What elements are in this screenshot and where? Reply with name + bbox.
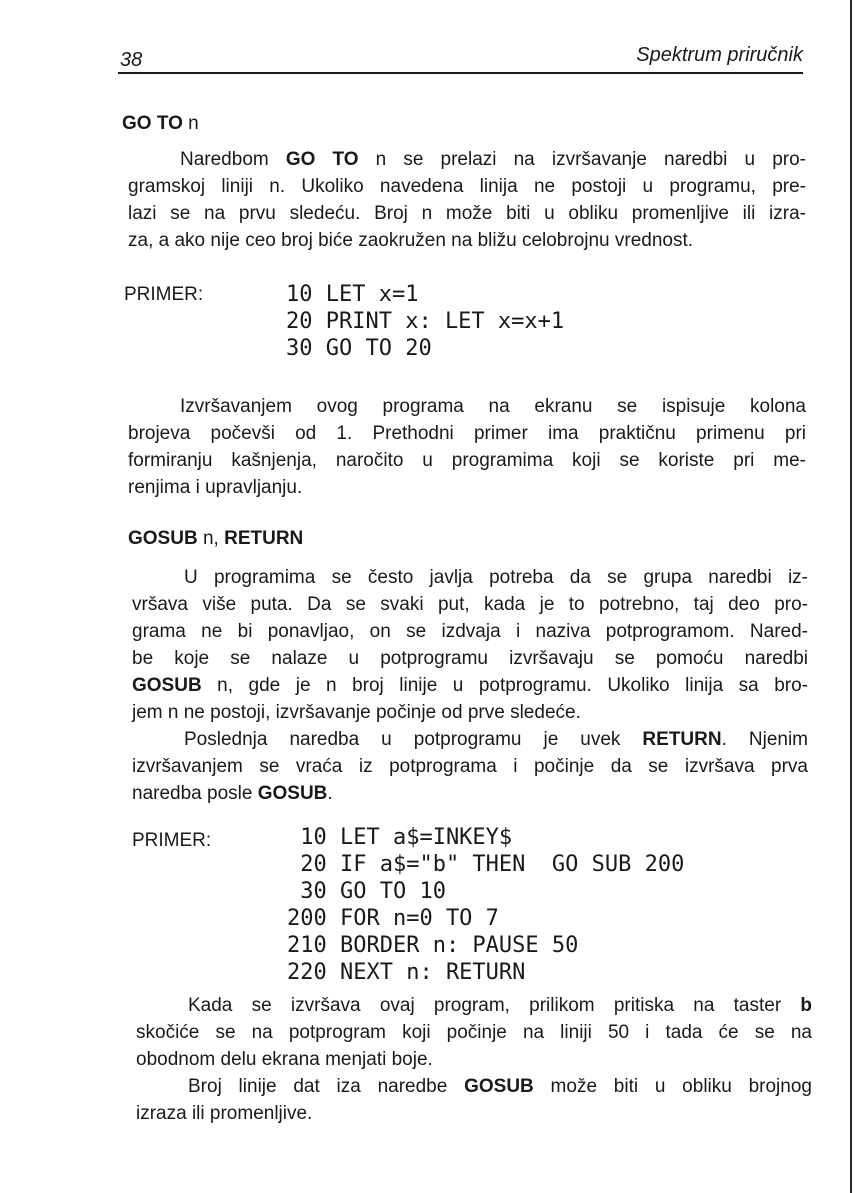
paragraph-gosub-description — [132, 564, 808, 726]
code-line: 20 PRINT x: LET x=x+1 — [286, 309, 565, 334]
primer-label-2: PRIMER: — [132, 830, 212, 851]
code-line: 30 GO TO 20 — [286, 336, 432, 361]
text-line: izvršavanjem se vraća iz potprograma i počinje da se izvršava prva — [132, 756, 808, 777]
text-line: Naredbom GO TO n se prelazi na izvršavanje naredbi u pro- — [180, 149, 806, 170]
code-line: 10 LET x=1 — [286, 282, 419, 307]
text-line: naredba posle GOSUB. — [132, 783, 333, 804]
keyword: GOSUB — [257, 783, 328, 804]
keyword: RETURN — [642, 729, 722, 750]
code-line: 30 GO TO 10 — [287, 879, 446, 904]
text-line: renjima i upravljanju. — [128, 477, 303, 498]
text-line: GOSUB n, gde je n broj linije u potprogramu. Ukoliko linija sa bro- — [132, 675, 808, 696]
heading-rest: n — [182, 113, 199, 134]
code-line: 220 NEXT n: RETURN — [287, 960, 526, 985]
keyword: GO TO — [285, 149, 359, 170]
paragraph-return-description — [132, 726, 808, 807]
code-line: 210 BORDER n: PAUSE 50 — [287, 933, 579, 958]
paragraph-gosub-line-number — [136, 1073, 812, 1127]
code-line: 10 LET a$=INKEY$ — [287, 825, 513, 850]
text-line: skočiće se na potprogram koji počinje na liniji 50 i tada će se na — [136, 1022, 812, 1043]
text-line: brojeva počevši od 1. Prethodni primer ima praktičnu primenu pri — [128, 423, 806, 444]
code-listing-gosub — [287, 824, 684, 986]
text-line: za, a ako nije ceo broj biće zaokružen na bližu celobrojnu vrednost. — [128, 230, 694, 251]
code-line: 200 FOR n=0 TO 7 — [287, 906, 499, 931]
code-line: 20 IF a$="b" THEN GO SUB 200 — [287, 852, 685, 877]
running-title: Spektrum priručnik — [636, 44, 803, 66]
text-line: Poslednja naredba u potprogramu je uvek RETURN. Njenim — [184, 729, 808, 750]
page-header — [118, 44, 803, 74]
text-line: Kada se izvršava ovaj program, prilikom pritiska na taster b — [188, 995, 812, 1016]
paragraph-program-explanation — [136, 992, 812, 1073]
text-line: be koje se nalaze u potprogramu izvršavaju se pomoću naredbi — [132, 648, 808, 669]
primer-label: PRIMER: — [124, 284, 204, 305]
header-rule — [118, 72, 803, 74]
text-line: izraza ili promenljive. — [136, 1103, 313, 1124]
section-heading-goto — [122, 113, 199, 135]
paragraph-goto-explanation — [128, 393, 806, 501]
page-number: 38 — [120, 49, 143, 71]
text-line: U programima se često javlja potreba da se grupa naredbi iz- — [184, 567, 808, 588]
text-line: vršava više puta. Da se svaki put, kada je to potrebno, taj deo pro- — [132, 594, 808, 615]
text-line: formiranju kašnjenja, naročito u programima koji se koriste pri me- — [128, 450, 806, 471]
heading-keyword-return: RETURN — [224, 528, 304, 549]
code-listing-goto — [286, 281, 564, 362]
text-line: jem n ne postoji, izvršavanje počinje od prve sledeće. — [132, 702, 581, 723]
heading-keyword-gosub: GOSUB — [128, 528, 198, 549]
paragraph-goto-description — [128, 146, 806, 254]
page-edge — [850, 0, 852, 1193]
keyword: b — [800, 995, 812, 1016]
keyword: GOSUB — [464, 1076, 534, 1097]
keyword: GOSUB — [132, 675, 202, 696]
text-line: gramskoj liniji n. Ukoliko navedena linija ne postoji u programu, pre- — [128, 176, 806, 197]
text-line: Izvršavanjem ovog programa na ekranu se ispisuje kolona — [180, 396, 806, 417]
text-line: grama ne bi ponavljao, on se izdvaja i naziva potprogramom. Nared- — [132, 621, 808, 642]
text-line: lazi se na prvu sledeću. Broj n može biti u obliku promenljive ili izra- — [128, 203, 806, 224]
text-line: obodnom delu ekrana menjati boje. — [136, 1049, 433, 1070]
heading-mid: n, — [197, 528, 225, 549]
section-heading-gosub — [128, 528, 303, 550]
text-line: Broj linije dat iza naredbe GOSUB može biti u obliku brojnog — [188, 1076, 812, 1097]
heading-keyword: GO TO — [122, 113, 183, 134]
